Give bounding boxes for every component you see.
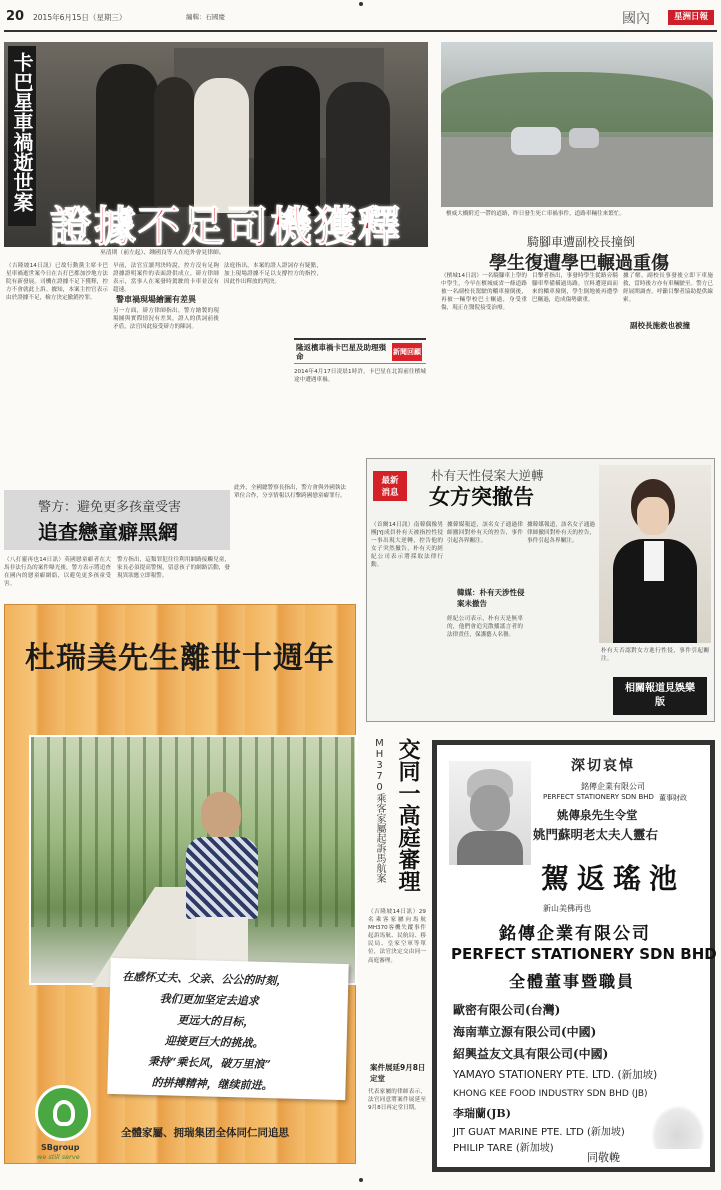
page-number: 20: [6, 9, 25, 24]
story2-col1: （檳城14日訊）一名騎腳車上學的中學生，今早在檳城威省一條道路被一名副校長駕駛的轎車撞倒後，再被一輛學校巴士輾過，身受重傷，現正在醫院接受治療。: [441, 273, 527, 312]
flashback-badge: 新聞回顧: [392, 343, 422, 361]
story2-subhead: 副校長施救也被撞: [630, 321, 690, 330]
issue-date: 2015年6月15日（星期三）: [33, 13, 127, 22]
story2-col2: 目擊者指出，事發時學生從路旁騎腳車準備橫過馬路，豈料遭迎面而來的轎車撞倒，學生倒地後再遭學巴輾過，造成傷勢嚴重。: [532, 273, 618, 304]
story3-head-box: [4, 490, 230, 550]
sbgroup-logo-mark: [53, 1100, 75, 1126]
story1-flashback-box: [294, 338, 426, 364]
park-yuchun-photo: [599, 465, 711, 643]
story5-headline: 交同一高庭審理: [395, 738, 421, 892]
obit-company: 歐密有限公司(台灣): [453, 1003, 561, 1017]
obit-org-staff: 全體董事暨職員: [509, 972, 636, 991]
memorial-title: 杜瑞美先生離世十週年: [25, 641, 335, 676]
photo-car: [511, 127, 561, 155]
memorial-photo: [29, 735, 357, 985]
obit-line2: PERFECT STATIONERY SDN BHD: [543, 793, 654, 801]
related-report-box[interactable]: [613, 677, 707, 715]
section-label: 國內: [622, 11, 650, 27]
story2-headline: 學生復遭學巴輾過重傷: [489, 253, 669, 274]
masthead-logo: 星洲日報: [668, 10, 714, 25]
obit-line1: 銘傳企業有限公司: [581, 782, 645, 791]
man-head: [201, 792, 241, 838]
story2-kicker: 騎腳車遭副校長撞倒: [526, 235, 635, 249]
obit-sign: 同敬輓: [587, 1151, 620, 1164]
memorial-poem-card: [107, 958, 348, 1100]
photo-trees: [441, 72, 713, 132]
poem-line: 我们更加坚定去追求: [159, 992, 259, 1008]
header-rule: [4, 30, 717, 32]
obit-company: KHONG KEE FOOD INDUSTRY SDN BHD (JB): [453, 1089, 648, 1099]
story1-col2b: 另一方面，辯方律師指出，警方繪製的現場圖與實際情況有差異，證人的供詞前後矛盾，法官因此接受辯方的陳詞。: [113, 308, 219, 331]
poem-line: 的拼搏精神，继续前进。: [151, 1076, 273, 1093]
obituary-ad: [432, 740, 715, 1172]
sbgroup-name: SBgroup: [41, 1143, 80, 1152]
deceased-portrait: [449, 761, 531, 865]
story1-vertical-title: 卡巴星車禍逝世案: [8, 46, 36, 226]
obit-org-cn: 銘傳企業有限公司: [499, 924, 651, 944]
story4-col1: （首爾14日訊）南韓偶像男團JYJ成員朴有天被指控性侵一事出現大逆轉，控告他的女子突然撤告，朴有天的經紀公司表示將採取法律行動。: [371, 522, 443, 569]
obit-line2b: 董事財政: [659, 794, 687, 802]
story4-col2: 據韓媒報道，該名女子通過律師撤回對朴有天的控告，事件引起各界關注。: [447, 522, 523, 545]
story1-col1: （吉隆坡14日訊）已故行動黨主席卡巴星車禍逝世案今日在吉打巴都加沙地方法院有新發展。司機在證據不足下獲釋，控方不會就此上訴。據知，本案主控官表示由於證據不足，檢方決定撤銷控罪。: [6, 263, 108, 302]
story4-col4: 據韓媒報道，該名女子通過律師撤回對朴有天的控告，事件引起各界關注。: [527, 522, 595, 545]
poem-line: 秉持“乘长风，破万里浪”: [147, 1054, 271, 1072]
breaking-badge: [373, 471, 407, 501]
flashback-heading: 隆返檳車禍卡巴星及助理殞命: [296, 343, 386, 361]
man-shirt: [186, 837, 258, 919]
story2-caption: 檳威大橋附近一帶的道路，昨日發生死亡車禍事件，道路車輛往來繁忙。: [446, 211, 626, 217]
story5-col1: （吉隆坡14日訊）29名乘客家屬向馬航MH370客機失蹤事件起訴馬航、民航局、移民局、皇家空軍等單位，法官決定交由同一高庭審理。: [368, 909, 426, 964]
related-report-label: 相關報道見娛樂版: [625, 683, 695, 708]
story4-photo-caption: 朴有天否認對女方進行性侵，事件引起關注。: [601, 648, 709, 663]
story1-subhead: 警車禍現場繪圖有差異: [116, 295, 196, 304]
poem-line: 在感怀丈夫、父亲、公公的时刻，: [122, 970, 288, 988]
story1-col2: 早前，法官宣讀判決時說，控方沒有足夠證據證明案件的表面證供成立。辯方律師表示，當事人在案發時駕駛的卡車並沒有超速。: [113, 263, 219, 294]
obit-line3: 姚傳泉先生令堂: [557, 808, 638, 822]
story2-col3: 據了解，副校長事發後立即下車施救，當時後方亦有車輛駛至。警方已經展開調查，呼籲目擊者協助提供線索。: [623, 273, 713, 304]
obit-company: PHILIP TARE (新加坡): [453, 1143, 554, 1154]
obit-big: 駕返瑤池: [541, 862, 686, 895]
person-silhouette: [154, 77, 194, 207]
breaking-badge-line1: 最新: [381, 476, 399, 486]
person-silhouette: [96, 64, 158, 214]
poem-line: 迎接更巨大的挑战。: [164, 1034, 264, 1050]
story3-headline: 追查戀童癖黑網: [38, 520, 178, 544]
story5-kicker: MH370乘客家屬起訴馬航案: [374, 738, 385, 883]
obit-top: 深切哀悼: [571, 758, 635, 774]
obit-company: YAMAYO STATIONERY PTE. LTD. (新加坡): [453, 1069, 658, 1081]
story1-caption: 巫清則（前左起）、鍾國良等人在庭外會見律師。: [100, 250, 225, 256]
memorial-ad: [4, 604, 356, 1164]
sbgroup-logo: [35, 1085, 91, 1141]
obit-org-en: PERFECT STATIONERY SDN BHD: [451, 945, 717, 963]
story4-kicker: 朴有天性侵案大逆轉: [431, 468, 544, 483]
obit-company: JIT GUAT MARINE PTE. LTD (新加坡): [453, 1127, 625, 1138]
story4-col3: 經紀公司表示，朴有天是無辜的，他們會追究散播謠言者的法律責任，保護藝人名譽。: [447, 616, 523, 639]
portrait-body: [457, 831, 523, 865]
story5-subhead: 案件展延9月8日定堂: [370, 1063, 426, 1083]
breaking-badge-line2: 消息: [381, 488, 399, 498]
memorial-footer: 全體家屬、拥瑞集团全体同仁同追思: [121, 1127, 289, 1139]
person-silhouette: [194, 78, 249, 213]
obit-org-small: 新山美佛再也: [543, 904, 591, 913]
crop-mark-bottom: [359, 1178, 363, 1182]
story3-kicker: 警方：避免更多孩童受害: [38, 500, 182, 515]
crop-mark-top: [359, 2, 363, 6]
obit-company: 海南華立源有限公司(中國): [453, 1025, 597, 1039]
editor-credit: 編輯：石國慶: [186, 13, 225, 21]
story2-photo: [441, 42, 713, 207]
story3-col2: 警方指出，這類罪犯往往利用網路接觸兒童，家長必須提高警惕，留意孩子的網路活動，發現異狀應立即報警。: [117, 557, 230, 580]
obit-company: 李瑞蘭(JB): [453, 1107, 511, 1120]
story1-headline: 證據不足司機獲釋: [50, 202, 403, 251]
story4-headline: 女方突撤告: [429, 484, 534, 509]
portrait-shirt: [644, 541, 664, 581]
story1-col4: 2014年4月17日凌晨1時許，卡巴星在北海前往檳城途中遭遇車禍。: [294, 369, 426, 384]
lotus-decoration-icon: [651, 1105, 705, 1149]
photo-car: [569, 128, 599, 148]
portrait-face: [637, 497, 669, 535]
story5-col2: 代表家屬的律師表示，法官同意將案件展延至9月8日再定堂日期。: [368, 1089, 426, 1112]
story3-col3: 此外，全國總警察長指出，警方會與外國執法單位合作，分享情報以打擊跨國戀童癖罪行。: [234, 485, 346, 500]
story1-col3: 法庭指出，本案的證人證詞存有疑點，加上現場證據不足以支撐控方的指控，因此作出釋放的判決。: [224, 263, 322, 286]
portrait-face: [470, 785, 510, 831]
poem-line: 更远大的目标，: [177, 1013, 255, 1029]
story1-photo: [4, 42, 428, 251]
obit-line4: 姚門蘇明老太夫人靈右: [533, 827, 659, 842]
obit-company: 紹興益友文具有限公司(中國): [453, 1047, 609, 1061]
story4-subhead: 韓媒：朴有天涉性侵案未撤告: [457, 588, 525, 608]
story4-box: [366, 458, 715, 722]
sbgroup-slogan: we still serve: [37, 1153, 80, 1161]
story3-col1: （八打靈再也14日訊）英國戀童癖者在大馬非法行為的案件曝光後，警方表示將追查在國內的戀童癖網絡，以避免更多孩童受害。: [4, 557, 111, 588]
